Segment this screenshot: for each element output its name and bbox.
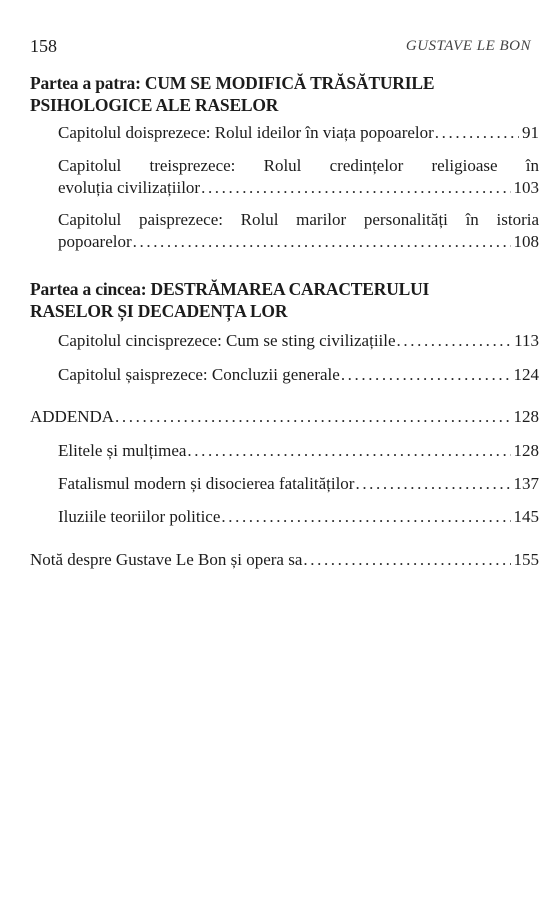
toc-entry-page: 137 [513, 474, 539, 493]
leader-dots [221, 506, 510, 528]
page-header [30, 36, 531, 58]
part-four-title [30, 72, 533, 116]
toc-entry-chapter-15[interactable] [58, 330, 539, 352]
toc-entry-text-line1: Capitolul paisprezece: Rolul marilor personalități în istoria [58, 210, 539, 229]
leader-dots [355, 473, 510, 495]
page-number: 158 [30, 36, 57, 56]
toc-entry-text-line2: popoarelor [58, 232, 132, 251]
leader-dots [187, 440, 510, 462]
toc-entry-chapter-13[interactable] [58, 155, 539, 199]
toc-entry-page: 91 [522, 123, 539, 142]
toc-entry-page: 128 [513, 407, 539, 426]
part-five-title-line1: DESTRĂMAREA CARACTERULUI [150, 279, 430, 299]
toc-entry-note[interactable] [30, 549, 539, 571]
part-five-title-line2: RASELOR ȘI DECADENȚA LOR [30, 301, 288, 321]
part-four-label: Partea a patra: [30, 73, 141, 93]
toc-entry-text: Iluziile teoriilor politice [58, 507, 221, 526]
leader-dots [435, 122, 519, 144]
toc-entry-addenda[interactable] [30, 406, 539, 428]
toc-entry-chapter-16[interactable] [58, 364, 539, 386]
leader-dots [201, 177, 510, 199]
leader-dots [133, 231, 511, 253]
leader-dots [115, 406, 510, 428]
toc-entry-page: 155 [513, 550, 539, 569]
addenda-title: ADDENDA [30, 407, 115, 426]
toc-entry-page: 145 [513, 507, 539, 526]
toc-entry-text: Elitele și mulțimea [58, 441, 187, 460]
toc-entry-page: 108 [513, 232, 539, 251]
leader-dots [397, 330, 512, 352]
running-head: GUSTAVE LE BON [405, 38, 531, 54]
toc-entry-fatalismul[interactable] [58, 473, 539, 495]
toc-entry-page: 103 [513, 178, 539, 197]
part-four-title-line1: CUM SE MODIFICĂ TRĂSĂTURILE [144, 73, 435, 93]
toc-entry-text-line1: Capitolul treisprezece: Rolul credințelor religioase în [58, 156, 539, 175]
leader-dots [303, 549, 510, 571]
toc-entry-elitele[interactable] [58, 440, 539, 462]
toc-entry-text: Capitolul cincisprezece: Cum se sting civilizațiile [58, 331, 396, 350]
part-five-title [30, 278, 533, 322]
toc-entry-text: Capitolul doisprezece: Rolul ideilor în viața popoarelor [58, 123, 434, 142]
toc-entry-text: Fatalismul modern și disocierea fatalităților [58, 474, 355, 493]
toc-entry-chapter-14[interactable] [58, 209, 539, 253]
toc-entry-page: 124 [513, 365, 539, 384]
toc-entry-chapter-12[interactable] [58, 122, 539, 144]
part-five-label: Partea a cincea: [30, 279, 147, 299]
toc-entry-text: Notă despre Gustave Le Bon și opera sa [30, 550, 303, 569]
toc-entry-page: 113 [514, 331, 539, 350]
toc-entry-iluziile[interactable] [58, 506, 539, 528]
toc-entry-text: Capitolul șaisprezece: Concluzii generale [58, 365, 340, 384]
toc-entry-page: 128 [513, 441, 539, 460]
leader-dots [341, 364, 511, 386]
part-four-title-line2: PSIHOLOGICE ALE RASELOR [30, 95, 279, 115]
toc-entry-text-line2: evoluția civilizațiilor [58, 178, 201, 197]
